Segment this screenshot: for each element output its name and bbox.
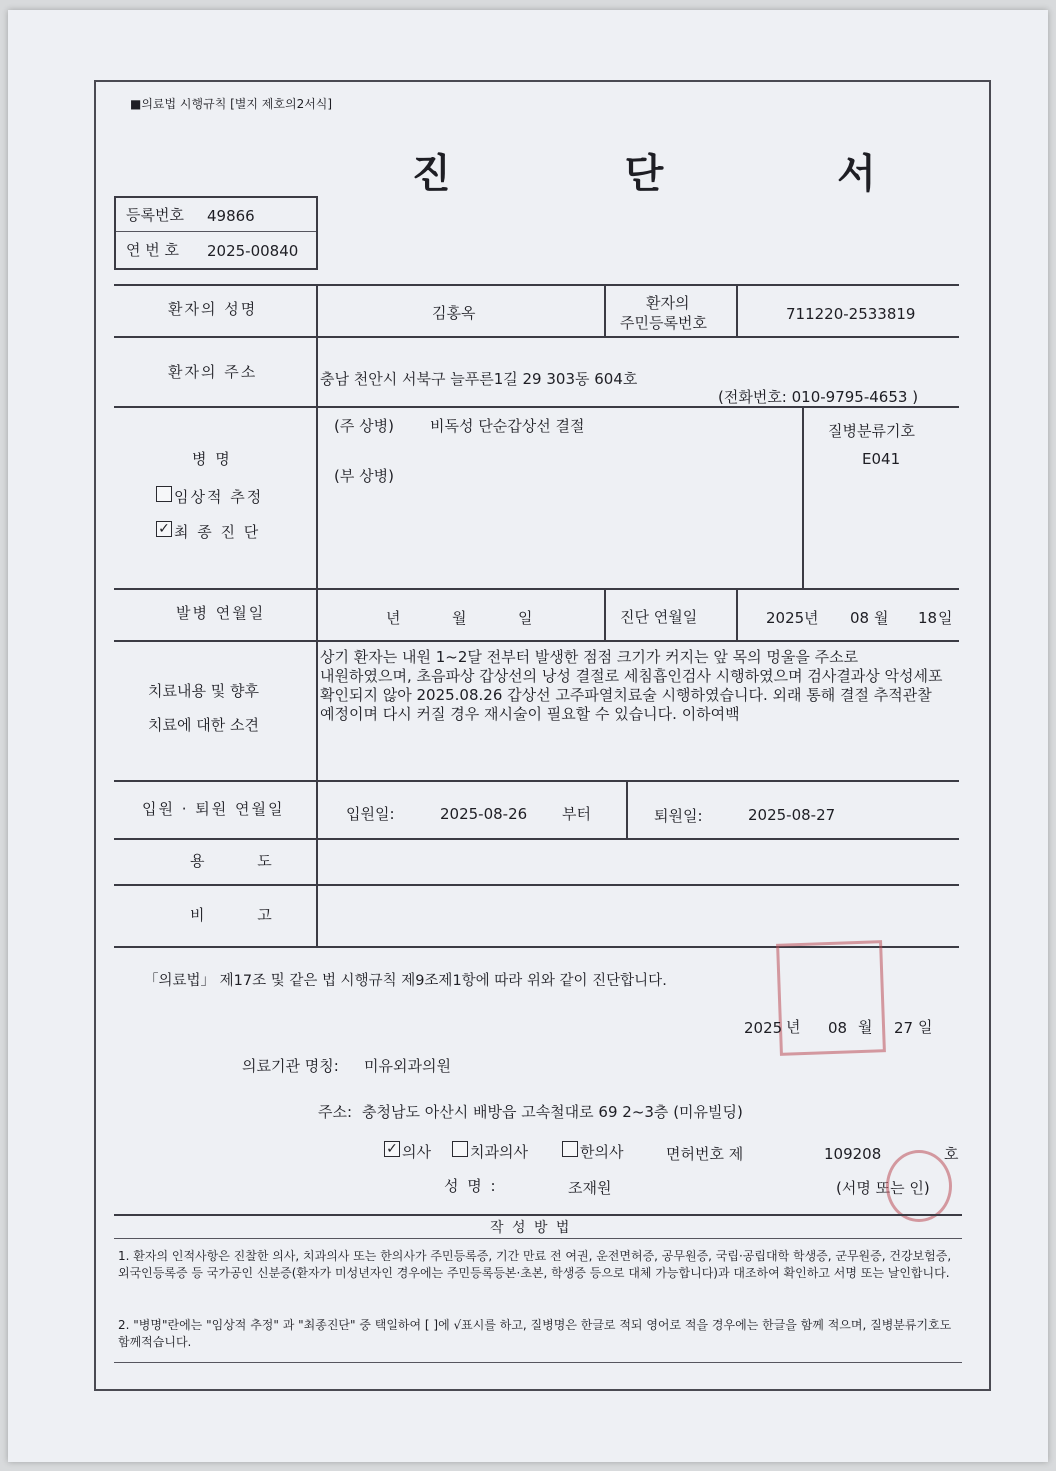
doctor-checkbox[interactable]: ✓ [384, 1141, 400, 1157]
disease-code-label: 질병분류기호 [828, 422, 915, 440]
diagnosis-month-unit: 월 [874, 609, 889, 627]
final-diagnosis-label: 최 종 진 단 [174, 523, 261, 541]
instruction-item-1: 1. 환자의 인적사항은 진찰한 의사, 치과의사 또는 한의사가 주민등록증, 기간 만료 전 여권, 운전면허증, 공무원증, 국립·공립대학 학생증, 군무원증, 건강보험증, 외국인등록증 등 국가공인 신분증(환자가 미성년자인 경우에는 주민등록등본·초본, 학생증 등으로 대체 가능합니다)과 대조하여 확인하고 서명 또는 날인합니다. [118, 1249, 952, 1280]
table-col-rule [802, 406, 804, 588]
institution-seal-stamp [776, 940, 886, 1056]
instruction-item-2: 2. "병명"란에는 "임상적 추정" 과 "최종진단" 중 택일하여 [ ]에 √표시를 하고, 질병명은 한글로 적되 영어로 적을 경우에는 한글을 함께 적으며, 질병분류기호도 함께적습니다. [118, 1318, 952, 1349]
table-rule [114, 838, 959, 840]
diagnosis-label: 병 명 [192, 450, 232, 468]
clinical-estimate-checkbox[interactable] [156, 486, 172, 502]
table-rule [114, 336, 959, 338]
dentist-type-label: 치과의사 [470, 1143, 528, 1161]
admit-label: 입원일: [346, 805, 395, 823]
form-reference: ■의료법 시행규칙 [별지 제호의2서식] [130, 97, 333, 111]
table-rule [114, 284, 959, 286]
doctor-type-label: 의사 [402, 1143, 431, 1161]
instructions-rule [114, 1214, 962, 1216]
table-col-rule [736, 284, 738, 336]
issue-year: 2025 [744, 1019, 783, 1037]
instructions-title: 작 성 방 법 [490, 1220, 572, 1236]
oriental-doctor-type-label: 한의사 [580, 1143, 624, 1161]
license-suffix: 호 [944, 1145, 959, 1163]
issue-day: 27 [894, 1019, 914, 1037]
address-label: 환자의 주소 [168, 363, 258, 381]
reg-no-value: 49866 [207, 207, 255, 225]
patient-name-label: 환자의 성명 [168, 300, 258, 318]
issue-month: 08 [828, 1019, 848, 1037]
clinical-estimate-label: 임상적 추정 [174, 488, 264, 506]
onset-month-unit: 월 [452, 609, 467, 627]
table-rule [114, 780, 959, 782]
discharge-label: 퇴원일: [654, 807, 703, 825]
table-rule [114, 640, 959, 642]
doctor-name: 조재원 [568, 1179, 612, 1197]
license-label: 면허번호 제 [666, 1145, 744, 1163]
divider [116, 231, 316, 232]
table-rule [114, 884, 959, 886]
treatment-label-line1: 치료내용 및 향후 [148, 682, 259, 700]
patient-phone: (전화번호: 010-9795-4653 ) [718, 388, 919, 406]
diagnosis-statement: 「의료법」 제17조 및 같은 법 시행규칙 제9조제1항에 따라 위와 같이 진단합니다. [144, 973, 667, 989]
patient-name: 김홍옥 [432, 304, 476, 322]
dentist-checkbox[interactable] [452, 1141, 468, 1157]
instructions-rule [114, 1238, 962, 1239]
signature-label: (서명 또는 인) [836, 1179, 930, 1197]
table-col-rule [604, 588, 606, 640]
discharge-date: 2025-08-27 [748, 806, 836, 824]
final-diagnosis-checkbox[interactable]: ✓ [156, 521, 172, 537]
diagnosis-date-label: 진단 연월일 [620, 608, 698, 626]
admission-label: 입원 · 퇴원 연월일 [142, 800, 285, 818]
sub-disease-label: (부 상병) [334, 467, 394, 485]
purpose-label: 용 도 [190, 852, 296, 870]
table-col-rule [736, 588, 738, 640]
diagnosis-day-unit: 일 [938, 609, 953, 627]
institution-name-label: 의료기관 명칭: [242, 1057, 339, 1075]
issue-day-unit: 일 [918, 1018, 933, 1036]
diagnosis-year-unit: 년 [804, 609, 819, 627]
issue-month-unit: 월 [858, 1018, 873, 1036]
patient-rrn: 711220-2533819 [786, 305, 916, 323]
doctor-seal-stamp [886, 1150, 952, 1222]
table-col-rule [604, 284, 606, 336]
main-disease-value: 비독성 단순갑상선 결절 [430, 417, 585, 435]
onset-day-unit: 일 [518, 609, 533, 627]
issue-year-unit: 년 [786, 1018, 801, 1036]
diagnosis-month: 08 [850, 609, 870, 627]
rrn-label-line1: 환자의 [646, 294, 690, 312]
admit-from: 부터 [562, 805, 591, 823]
diagnosis-year: 2025 [766, 609, 805, 627]
reg-no-label: 등록번호 [126, 206, 184, 224]
rrn-label-line2: 주민등록번호 [620, 314, 707, 332]
treatment-opinion-text: 상기 환자는 내원 1~2달 전부터 발생한 점점 크기가 커지는 앞 목의 멍울을 주소로 내원하였으며, 초음파상 갑상선의 낭성 결절로 세침흡인검사 시행하였으며 검사결과상 악성세포 확인되지 않아 2025.08.26 갑상선 고주파열치료술 시행하였습니다. 외래 통해 결절 추적관찰 예정이며 다시 커질 경우 재시술이 필요할 수 있습니다. 이하여백 [320, 648, 943, 723]
diagnosis-day: 18 [918, 609, 938, 627]
treatment-label-line2: 치료에 대한 소견 [148, 716, 259, 734]
instructions-bottom-rule [114, 1362, 962, 1363]
table-col-rule [316, 284, 318, 946]
disease-code: E041 [862, 450, 901, 468]
license-number: 109208 [824, 1145, 882, 1163]
table-col-rule [626, 780, 628, 838]
onset-year-unit: 년 [386, 609, 401, 627]
institution-address: 충청남도 아산시 배방읍 고속철대로 69 2~3층 (미유빌딩) [362, 1103, 743, 1121]
table-rule [114, 588, 959, 590]
serial-label: 연 번 호 [126, 241, 180, 259]
oriental-doctor-checkbox[interactable] [562, 1141, 578, 1157]
main-disease-label: (주 상병) [334, 417, 394, 435]
remarks-label: 비 고 [190, 906, 296, 924]
doctor-name-label: 성 명 : [444, 1177, 498, 1195]
serial-value: 2025-00840 [207, 242, 299, 260]
onset-date-label: 발병 연월일 [176, 604, 266, 622]
institution-name: 미유외과의원 [364, 1057, 451, 1075]
admit-date: 2025-08-26 [440, 805, 528, 823]
institution-address-label: 주소: [318, 1103, 353, 1121]
document-title: 진 단 서 [412, 151, 956, 197]
patient-address: 충남 천안시 서북구 늘푸른1길 29 303동 604호 [320, 370, 638, 388]
